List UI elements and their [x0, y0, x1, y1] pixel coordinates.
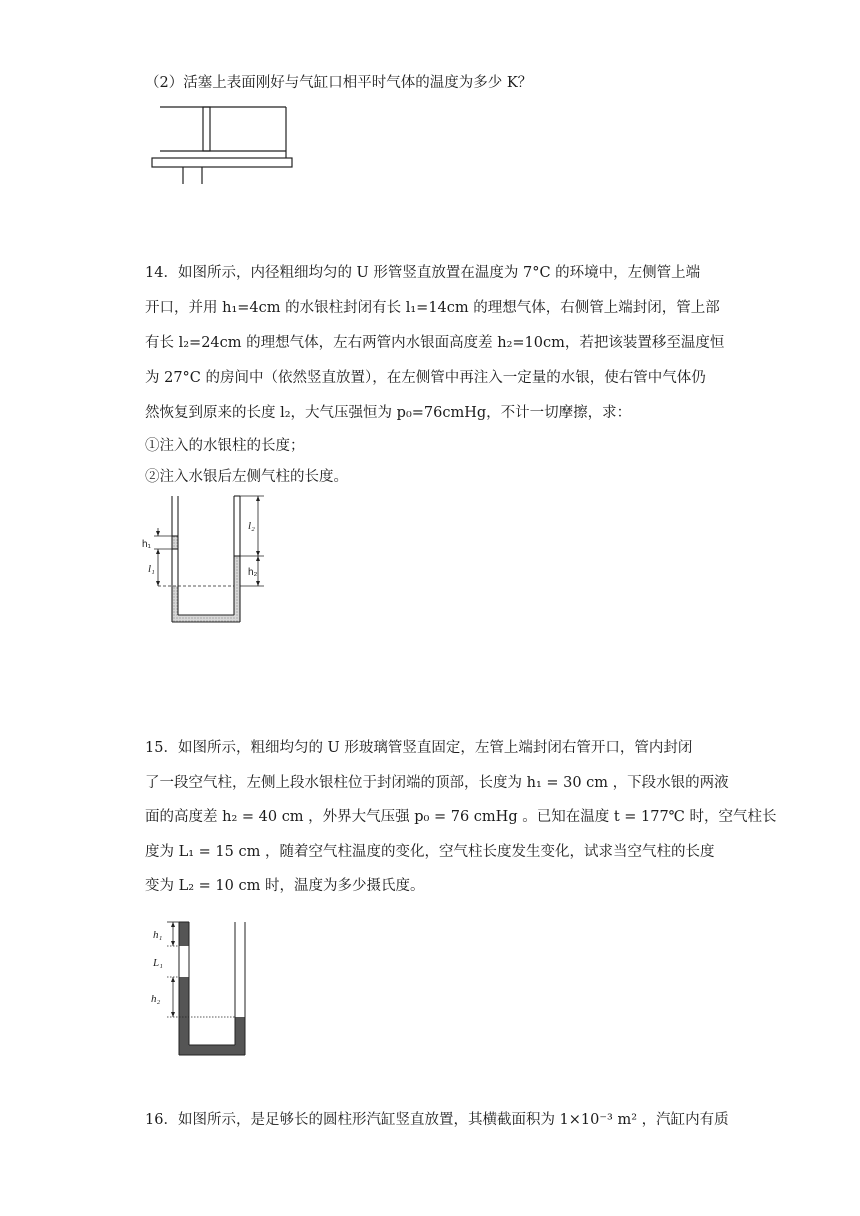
q15-line-2: 了一段空气柱，左侧上段水银柱位于封闭端的顶部，长度为 h₁ = 30 cm ，下段水银的两液 — [145, 775, 729, 791]
q14-line-3: 有长 l₂=24cm 的理想气体，左右两管内水银面高度差 h₂=10cm，若把该装置移至温度恒 — [145, 335, 725, 351]
q15-h1-label: h₁ — [153, 929, 163, 941]
q15-line-5: 变为 L₂ = 10 cm 时，温度为多少摄氏度。 — [145, 878, 425, 894]
q15-h2-label: h₂ — [151, 993, 161, 1005]
q14-h2-label: h₂ — [248, 567, 258, 578]
q15-line-1: 15．如图所示，粗细均匀的 U 形玻璃管竖直固定，左管上端封闭右管开口，管内封闭 — [145, 740, 693, 756]
q14-line-5: 然恢复到原来的长度 l₂，大气压强恒为 p₀=76cmHg，不计一切摩擦，求： — [145, 405, 632, 421]
q14-line-2: 开口，并用 h₁=4cm 的水银柱封闭有长 l₁=14cm 的理想气体，右侧管上端封闭，管上部 — [145, 300, 720, 316]
q15-u-tube-figure — [145, 918, 255, 1058]
q14-line-4: 为 27°C 的房间中（依然竖直放置），在左侧管中再注入一定量的水银，使右管中气体仍 — [145, 370, 706, 386]
q14-h1-label: h₁ — [142, 539, 151, 550]
q14-line-7: ②注入水银后左侧气柱的长度。 — [145, 469, 348, 485]
q15-line-4: 度为 L₁ = 15 cm ，随着空气柱温度的变化，空气柱长度发生变化，试求当空气柱的长度 — [145, 844, 715, 860]
q15-L1-label: L₁ — [153, 957, 163, 969]
q14-line-6: ①注入的水银柱的长度； — [145, 438, 305, 454]
q13-cylinder-figure — [150, 104, 295, 186]
q13-part2: （2）活塞上表面刚好与气缸口相平时气体的温度为多少 K？ — [145, 75, 533, 91]
q15-line-3: 面的高度差 h₂ = 40 cm ，外界大气压强 p₀ = 76 cmHg 。已知在温度 t = 177℃ 时，空气柱长 — [145, 809, 777, 825]
q14-l2-label: l₂ — [248, 520, 255, 532]
q16-line-1: 16．如图所示，是足够长的圆柱形汽缸竖直放置，其横截面积为 1×10⁻³ m² ，汽缸内有质 — [145, 1112, 729, 1128]
q14-u-tube-figure — [140, 494, 280, 626]
q14-l1-label: l₁ — [148, 563, 155, 575]
q14-line-1: 14．如图所示，内径粗细均匀的 U 形管竖直放置在温度为 7°C 的环境中，左侧管上端 — [145, 265, 701, 281]
